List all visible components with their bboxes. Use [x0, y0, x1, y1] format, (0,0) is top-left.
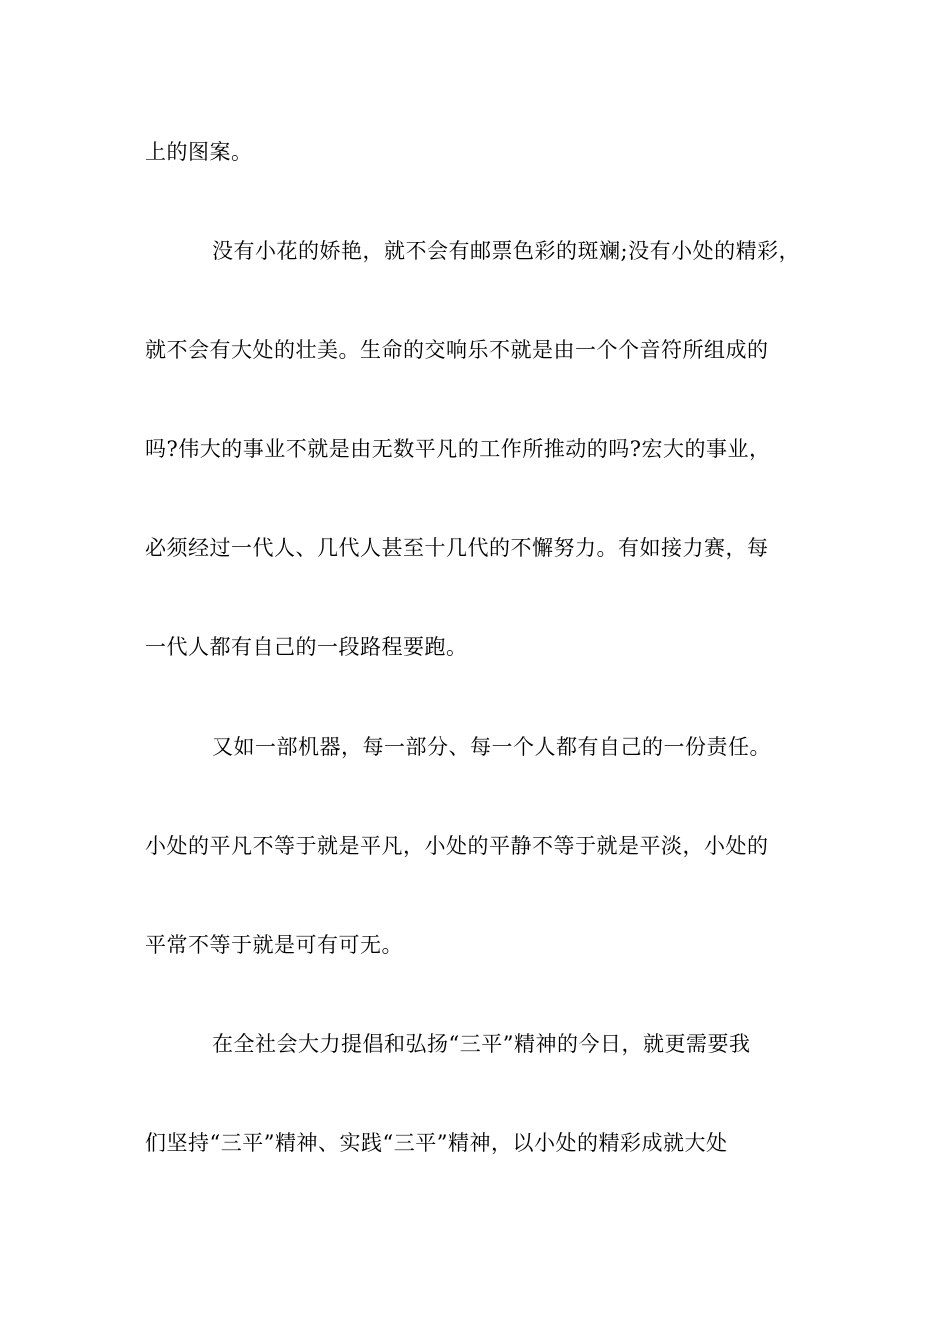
text-line: 们坚持“三平”精神、实践“三平”精神，以小处的精彩成就大处 — [145, 1131, 728, 1155]
text-line: 一代人都有自己的一段路程要跑。 — [145, 635, 468, 659]
text-line: 就不会有大处的壮美。生命的交响乐不就是由一个个音符所组成的 — [145, 338, 769, 362]
text-line: 平常不等于就是可有可无。 — [145, 933, 403, 957]
text-line: 必须经过一代人、几代人甚至十几代的不懈努力。有如接力赛，每 — [145, 536, 769, 560]
text-line: 又如一部机器，每一部分、每一个人都有自己的一份责任。 — [212, 735, 771, 759]
text-line: 吗?伟大的事业不就是由无数平凡的工作所推动的吗?宏大的事业， — [145, 437, 771, 461]
text-line: 上的图案。 — [145, 140, 253, 164]
text-line: 在全社会大力提倡和弘扬“三平”精神的今日，就更需要我 — [212, 1032, 751, 1056]
text-line: 小处的平凡不等于就是平凡，小处的平静不等于就是平淡，小处的 — [145, 834, 769, 858]
text-line: 没有小花的娇艳，就不会有邮票色彩的斑斓;没有小处的精彩， — [212, 239, 801, 263]
